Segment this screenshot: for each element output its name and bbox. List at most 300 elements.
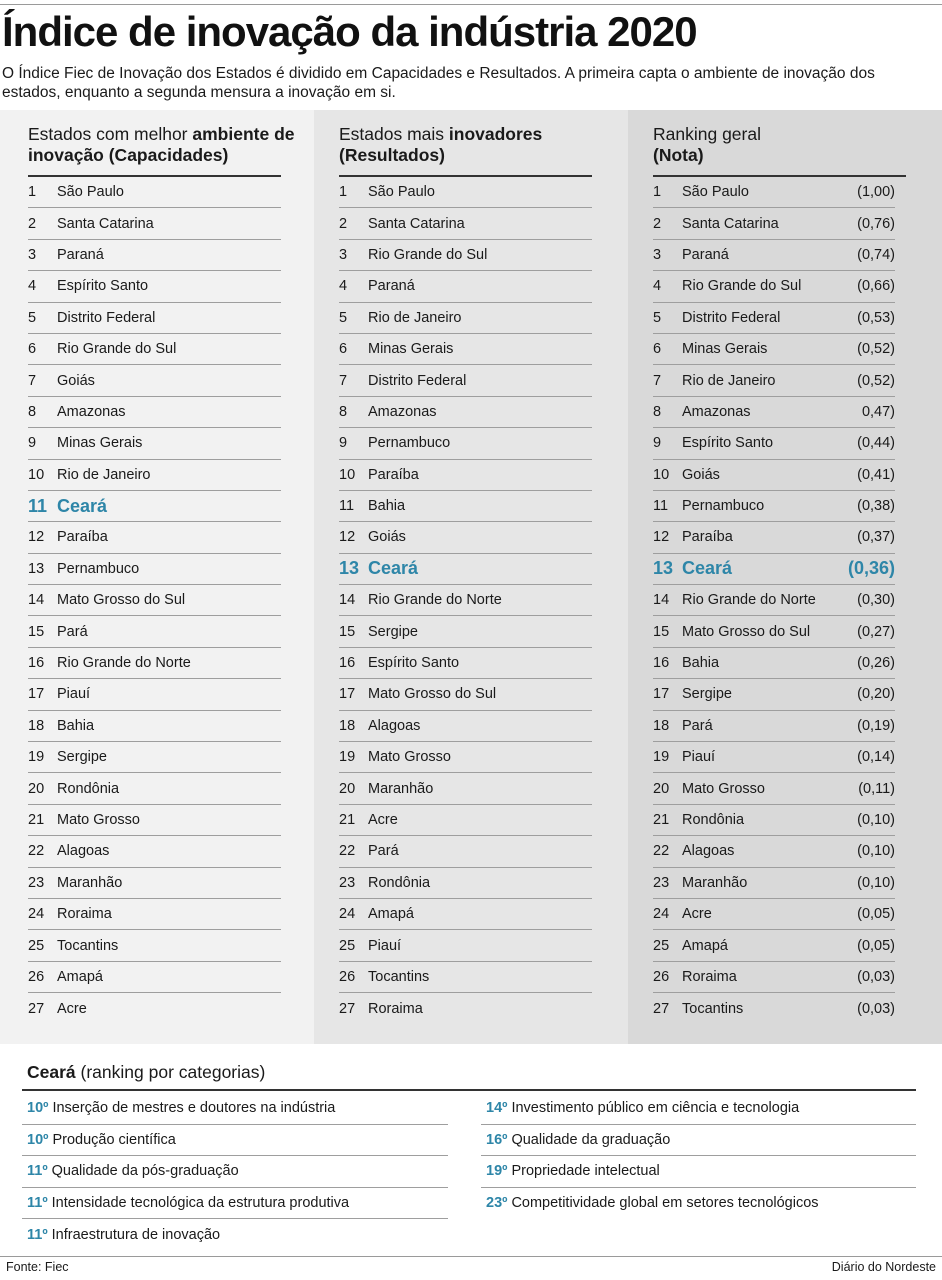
category-position: 11º [27, 1226, 48, 1243]
state-name: Acre [682, 906, 712, 923]
ranking-row [339, 334, 592, 365]
score-value: (0,05) [857, 937, 895, 954]
ranking-list [339, 177, 592, 1025]
ranking-row [339, 365, 592, 396]
ranking-row [28, 208, 281, 239]
state-name: Ceará [682, 558, 733, 579]
rank-number: 2 [339, 215, 348, 232]
ranking-row [28, 585, 281, 616]
ranking-row [339, 240, 592, 271]
rank-number: 22 [339, 843, 356, 860]
category-item [22, 1093, 448, 1125]
state-name: Sergipe [57, 749, 107, 766]
rank-number: 16 [653, 655, 670, 672]
ranking-row [339, 460, 592, 491]
intro-text: O Índice Fiec de Inovação dos Estados é dividido em Capacidades e Resultados. A primeira capta o ambiente de inovação dos estados, enquanto a segunda mensura a inovação em si. [2, 65, 875, 101]
heading-bold: ambiente de inovação (Capacidades) [28, 124, 295, 165]
score-value: 0,47) [861, 403, 895, 420]
state-name: Mato Grosso [57, 812, 140, 828]
rank-number: 11 [339, 498, 355, 515]
rank-number: 5 [653, 309, 662, 326]
ranking-row [28, 805, 281, 836]
source-note: Fonte: Fiec [6, 1260, 69, 1274]
ranking-row [653, 303, 895, 334]
state-name: Amapá [57, 968, 103, 985]
rank-number: 10 [339, 466, 356, 483]
category-position: 11º [27, 1163, 48, 1180]
rank-number: 22 [653, 843, 670, 860]
score-value: (0,14) [857, 749, 895, 766]
rank-number: 8 [339, 403, 348, 420]
state-name: Rio Grande do Norte [368, 592, 502, 609]
ranking-row [653, 397, 895, 428]
rank-number: 12 [653, 529, 670, 546]
ranking-row [653, 868, 895, 899]
ranking-row [339, 428, 592, 459]
rank-number: 18 [339, 717, 356, 734]
ranking-list [653, 177, 906, 1025]
category-label: Qualidade da pós-graduação [51, 1163, 239, 1180]
state-name: Maranhão [368, 780, 434, 797]
state-name: Pará [57, 623, 88, 640]
rank-number: 7 [28, 372, 37, 389]
state-name: Maranhão [682, 874, 748, 891]
rank-number: 12 [28, 529, 45, 546]
score-value: (0,10) [857, 874, 895, 891]
rank-number: 14 [339, 592, 356, 609]
ranking-row [653, 240, 895, 271]
state-name: Piauí [57, 686, 91, 703]
ranking-row [653, 742, 895, 773]
ranking-row [653, 993, 895, 1024]
ranking-row [653, 460, 895, 491]
state-name: Mato Grosso [682, 780, 765, 797]
score-value: (0,52) [857, 341, 895, 358]
rank-number: 27 [28, 1000, 45, 1017]
category-item [481, 1188, 916, 1220]
state-name: Tocantins [368, 968, 430, 985]
state-name: Minas Gerais [368, 341, 454, 358]
ranking-row [653, 271, 895, 302]
rank-number: 25 [28, 937, 45, 954]
state-name: Santa Catarina [57, 215, 154, 232]
ranking-row [339, 836, 592, 867]
rank-number: 25 [653, 937, 670, 954]
rank-number: 14 [653, 592, 670, 609]
column-ranking-geral [628, 110, 942, 1044]
category-label: Investimento público em ciência e tecnologia [511, 1100, 800, 1117]
categories-title [27, 1062, 265, 1083]
state-name: Piauí [682, 749, 716, 766]
ranking-row [339, 930, 592, 961]
ranking-row [653, 711, 895, 742]
state-name: Distrito Federal [57, 309, 156, 326]
state-name: Rio de Janeiro [57, 466, 151, 483]
score-value: (0,37) [857, 529, 895, 546]
state-name: Bahia [368, 498, 406, 515]
ranking-row [653, 428, 895, 459]
highlighted-row [28, 491, 281, 522]
state-name: Maranhão [57, 874, 123, 891]
ranking-row [653, 208, 895, 239]
categories-list-left [22, 1093, 448, 1251]
category-label: Propriedade intelectual [511, 1163, 660, 1180]
rank-number: 3 [653, 246, 662, 263]
score-value: (0,76) [857, 215, 895, 232]
state-name: Ceará [368, 558, 419, 579]
publisher-credit: Diário do Nordeste [831, 1260, 936, 1274]
column-heading [339, 124, 609, 166]
state-name: Minas Gerais [57, 435, 143, 452]
score-value: (0,10) [857, 812, 895, 828]
ranking-row [28, 742, 281, 773]
state-name: Roraima [368, 1000, 423, 1017]
top-rule [0, 4, 942, 5]
state-name: Acre [368, 812, 398, 828]
state-name: Rio Grande do Sul [368, 246, 488, 263]
state-name: Rondônia [368, 874, 431, 891]
state-name: São Paulo [368, 184, 435, 201]
rank-number: 17 [339, 686, 356, 703]
rank-number: 15 [653, 623, 670, 640]
ranking-row [28, 522, 281, 553]
category-item [481, 1156, 916, 1188]
rank-number: 18 [653, 717, 670, 734]
category-position: 14º [486, 1100, 508, 1117]
score-value: (0,36) [847, 558, 895, 579]
ranking-row [339, 711, 592, 742]
rank-number: 23 [653, 874, 670, 891]
score-value: (0,10) [857, 843, 895, 860]
score-value: (1,00) [857, 184, 895, 201]
state-name: Paraná [682, 246, 729, 263]
state-name: Paraíba [682, 529, 733, 546]
rank-number: 11 [28, 495, 48, 516]
ranking-row [28, 648, 281, 679]
categories-rule [22, 1089, 916, 1091]
score-value: (0,05) [857, 906, 895, 923]
rank-number: 26 [653, 968, 670, 985]
highlighted-row [653, 554, 895, 585]
state-name: Goiás [368, 529, 406, 546]
ranking-row [28, 428, 281, 459]
rank-number: 12 [339, 529, 356, 546]
state-name: Tocantins [682, 1000, 744, 1017]
ranking-row [339, 899, 592, 930]
state-name: Alagoas [682, 843, 735, 860]
category-position: 19º [486, 1163, 508, 1180]
score-value: (0,03) [857, 1000, 895, 1017]
score-value: (0,26) [857, 655, 895, 672]
rank-number: 17 [28, 686, 45, 703]
state-name: Rio Grande do Sul [57, 341, 177, 358]
state-name: Roraima [682, 968, 737, 985]
rank-number: 21 [28, 812, 45, 828]
state-name: Goiás [682, 466, 720, 483]
rank-number: 4 [339, 278, 348, 295]
category-position: 11º [27, 1194, 48, 1211]
state-name: Bahia [57, 717, 95, 734]
ranking-row [28, 334, 281, 365]
score-value: (0,74) [857, 246, 895, 263]
rank-number: 20 [653, 780, 670, 797]
ranking-row [339, 648, 592, 679]
ranking-row [653, 648, 895, 679]
score-value: (0,53) [857, 309, 895, 326]
score-value: (0,19) [857, 717, 895, 734]
rank-number: 1 [339, 184, 348, 201]
categories-title-plain: (ranking por categorias) [75, 1062, 266, 1082]
state-name: Alagoas [57, 843, 110, 860]
state-name: Mato Grosso do Sul [368, 686, 497, 703]
rank-number: 11 [653, 498, 669, 515]
ranking-row [28, 836, 281, 867]
ranking-row [653, 522, 895, 553]
rank-number: 1 [28, 184, 37, 201]
state-name: Santa Catarina [682, 215, 779, 232]
category-position: 10º [27, 1100, 49, 1117]
ranking-row [28, 773, 281, 804]
ranking-row [653, 491, 895, 522]
rank-number: 9 [653, 435, 662, 452]
rank-number: 4 [28, 278, 37, 295]
rank-number: 13 [653, 558, 674, 579]
rank-number: 16 [339, 655, 356, 672]
state-name: Paraíba [57, 529, 108, 546]
heading-plain: Estados com melhor [28, 124, 193, 144]
ranking-row [339, 491, 592, 522]
rank-number: 24 [653, 906, 670, 923]
column-heading [28, 124, 298, 166]
ranking-row [339, 868, 592, 899]
ranking-row [653, 836, 895, 867]
rank-number: 15 [339, 623, 356, 640]
rank-number: 6 [653, 341, 662, 358]
rank-number: 8 [28, 403, 37, 420]
ranking-row [653, 679, 895, 710]
rank-number: 21 [339, 812, 356, 828]
state-name: Mato Grosso [368, 749, 451, 766]
state-name: São Paulo [57, 184, 124, 201]
category-label: Infraestrutura de inovação [51, 1226, 221, 1243]
category-item [481, 1093, 916, 1125]
state-name: Tocantins [57, 937, 119, 954]
category-item [22, 1219, 448, 1251]
state-name: Sergipe [368, 623, 418, 640]
rank-number: 3 [28, 246, 37, 263]
ranking-row [653, 365, 895, 396]
category-item [22, 1125, 448, 1157]
rank-number: 8 [653, 403, 662, 420]
rank-number: 2 [653, 215, 662, 232]
rank-number: 5 [28, 309, 37, 326]
state-name: Espírito Santo [682, 435, 774, 452]
category-position: 16º [486, 1131, 508, 1148]
ranking-row [653, 930, 895, 961]
state-name: Amapá [682, 937, 728, 954]
ranking-row [339, 208, 592, 239]
rank-number: 14 [28, 592, 45, 609]
state-name: Pernambuco [57, 560, 140, 577]
state-name: Amapá [368, 906, 414, 923]
rank-number: 16 [28, 655, 45, 672]
rank-number: 20 [339, 780, 356, 797]
column-resultados [314, 110, 628, 1044]
category-label: Competitividade global em setores tecnológicos [511, 1195, 819, 1212]
state-name: São Paulo [682, 184, 749, 201]
state-name: Mato Grosso do Sul [57, 592, 186, 609]
page-title: Índice de inovação da indústria 2020 [2, 8, 697, 55]
ranking-row [28, 711, 281, 742]
state-name: Amazonas [682, 403, 751, 420]
state-name: Alagoas [368, 717, 421, 734]
state-name: Santa Catarina [368, 215, 465, 232]
ranking-row [653, 616, 895, 647]
ranking-row [28, 962, 281, 993]
rank-number: 18 [28, 717, 45, 734]
ranking-row [653, 334, 895, 365]
footer-rule [0, 1256, 942, 1257]
rank-number: 21 [653, 812, 670, 828]
ranking-row [339, 303, 592, 334]
state-name: Amazonas [57, 403, 126, 420]
state-name: Paraíba [368, 466, 419, 483]
state-name: Rondônia [57, 780, 120, 797]
heading-bold: (Nota) [653, 145, 704, 165]
score-value: (0,38) [857, 498, 895, 515]
rank-number: 19 [28, 749, 45, 766]
rank-number: 13 [28, 560, 45, 577]
ranking-row [653, 962, 895, 993]
category-item [22, 1188, 448, 1220]
state-name: Rio Grande do Norte [682, 592, 816, 609]
ranking-row [28, 240, 281, 271]
state-name: Espírito Santo [368, 655, 460, 672]
ranking-row [339, 742, 592, 773]
state-name: Rio Grande do Sul [682, 278, 802, 295]
ranking-row [339, 271, 592, 302]
heading-bold: inovadores (Resultados) [339, 124, 543, 165]
category-label: Intensidade tecnológica da estrutura produtiva [51, 1194, 350, 1211]
state-name: Rio de Janeiro [682, 372, 776, 389]
column-capacidades [0, 110, 314, 1044]
ranking-row [339, 616, 592, 647]
ranking-row [339, 805, 592, 836]
state-name: Paraná [368, 278, 415, 295]
ranking-row [339, 993, 592, 1024]
state-name: Roraima [57, 906, 112, 923]
rank-number: 26 [28, 968, 45, 985]
ranking-list [28, 177, 281, 1025]
rank-number: 19 [653, 749, 670, 766]
category-position: 10º [27, 1131, 49, 1148]
ranking-row [339, 585, 592, 616]
state-name: Espírito Santo [57, 278, 149, 295]
rank-number: 22 [28, 843, 45, 860]
rank-number: 23 [28, 874, 45, 891]
ranking-row [339, 679, 592, 710]
rank-number: 3 [339, 246, 348, 263]
ranking-row [653, 773, 895, 804]
rank-number: 7 [339, 372, 348, 389]
score-value: (0,44) [857, 435, 895, 452]
rank-number: 7 [653, 372, 662, 389]
heading-plain: Estados mais [339, 124, 449, 144]
rank-number: 4 [653, 278, 662, 295]
ranking-row [28, 616, 281, 647]
state-name: Acre [57, 1000, 87, 1017]
ranking-row [653, 177, 895, 208]
rank-number: 1 [653, 184, 662, 201]
state-name: Distrito Federal [368, 372, 467, 389]
state-name: Ceará [57, 495, 108, 516]
ranking-row [28, 679, 281, 710]
rank-number: 6 [28, 341, 37, 358]
state-name: Rondônia [682, 812, 745, 828]
ranking-row [28, 930, 281, 961]
category-label: Qualidade da graduação [511, 1131, 671, 1148]
score-value: (0,30) [857, 592, 895, 609]
score-value: (0,41) [857, 466, 895, 483]
ranking-row [653, 585, 895, 616]
categories-title-bold: Ceará [27, 1062, 76, 1082]
category-item [22, 1156, 448, 1188]
rank-number: 10 [653, 466, 670, 483]
score-value: (0,11) [858, 780, 895, 797]
ranking-row [339, 522, 592, 553]
state-name: Mato Grosso do Sul [682, 623, 811, 640]
score-value: (0,52) [857, 372, 895, 389]
ranking-row [28, 303, 281, 334]
state-name: Rio de Janeiro [368, 309, 462, 326]
ranking-row [339, 962, 592, 993]
state-name: Amazonas [368, 403, 437, 420]
state-name: Minas Gerais [682, 341, 768, 358]
score-value: (0,03) [857, 968, 895, 985]
ranking-row [28, 993, 281, 1024]
state-name: Pernambuco [368, 435, 451, 452]
rank-number: 17 [653, 686, 670, 703]
state-name: Goiás [57, 372, 95, 389]
rank-number: 2 [28, 215, 37, 232]
rank-number: 24 [28, 906, 45, 923]
rank-number: 20 [28, 780, 45, 797]
state-name: Pernambuco [682, 498, 765, 515]
ranking-row [28, 460, 281, 491]
ranking-row [339, 177, 592, 208]
categories-list-right [481, 1093, 916, 1219]
rank-number: 24 [339, 906, 356, 923]
score-value: (0,27) [857, 623, 895, 640]
rank-number: 13 [339, 558, 360, 579]
rank-number: 27 [653, 1000, 670, 1017]
rank-number: 15 [28, 623, 45, 640]
rank-number: 9 [339, 435, 348, 452]
ranking-row [28, 868, 281, 899]
ranking-row [28, 365, 281, 396]
column-heading [653, 124, 923, 166]
rank-number: 23 [339, 874, 356, 891]
rank-number: 5 [339, 309, 348, 326]
rank-number: 25 [339, 937, 356, 954]
ranking-row [28, 177, 281, 208]
rank-number: 10 [28, 466, 45, 483]
ranking-row [339, 397, 592, 428]
ranking-row [28, 899, 281, 930]
score-value: (0,66) [857, 278, 895, 295]
state-name: Piauí [368, 937, 402, 954]
rank-number: 6 [339, 341, 348, 358]
